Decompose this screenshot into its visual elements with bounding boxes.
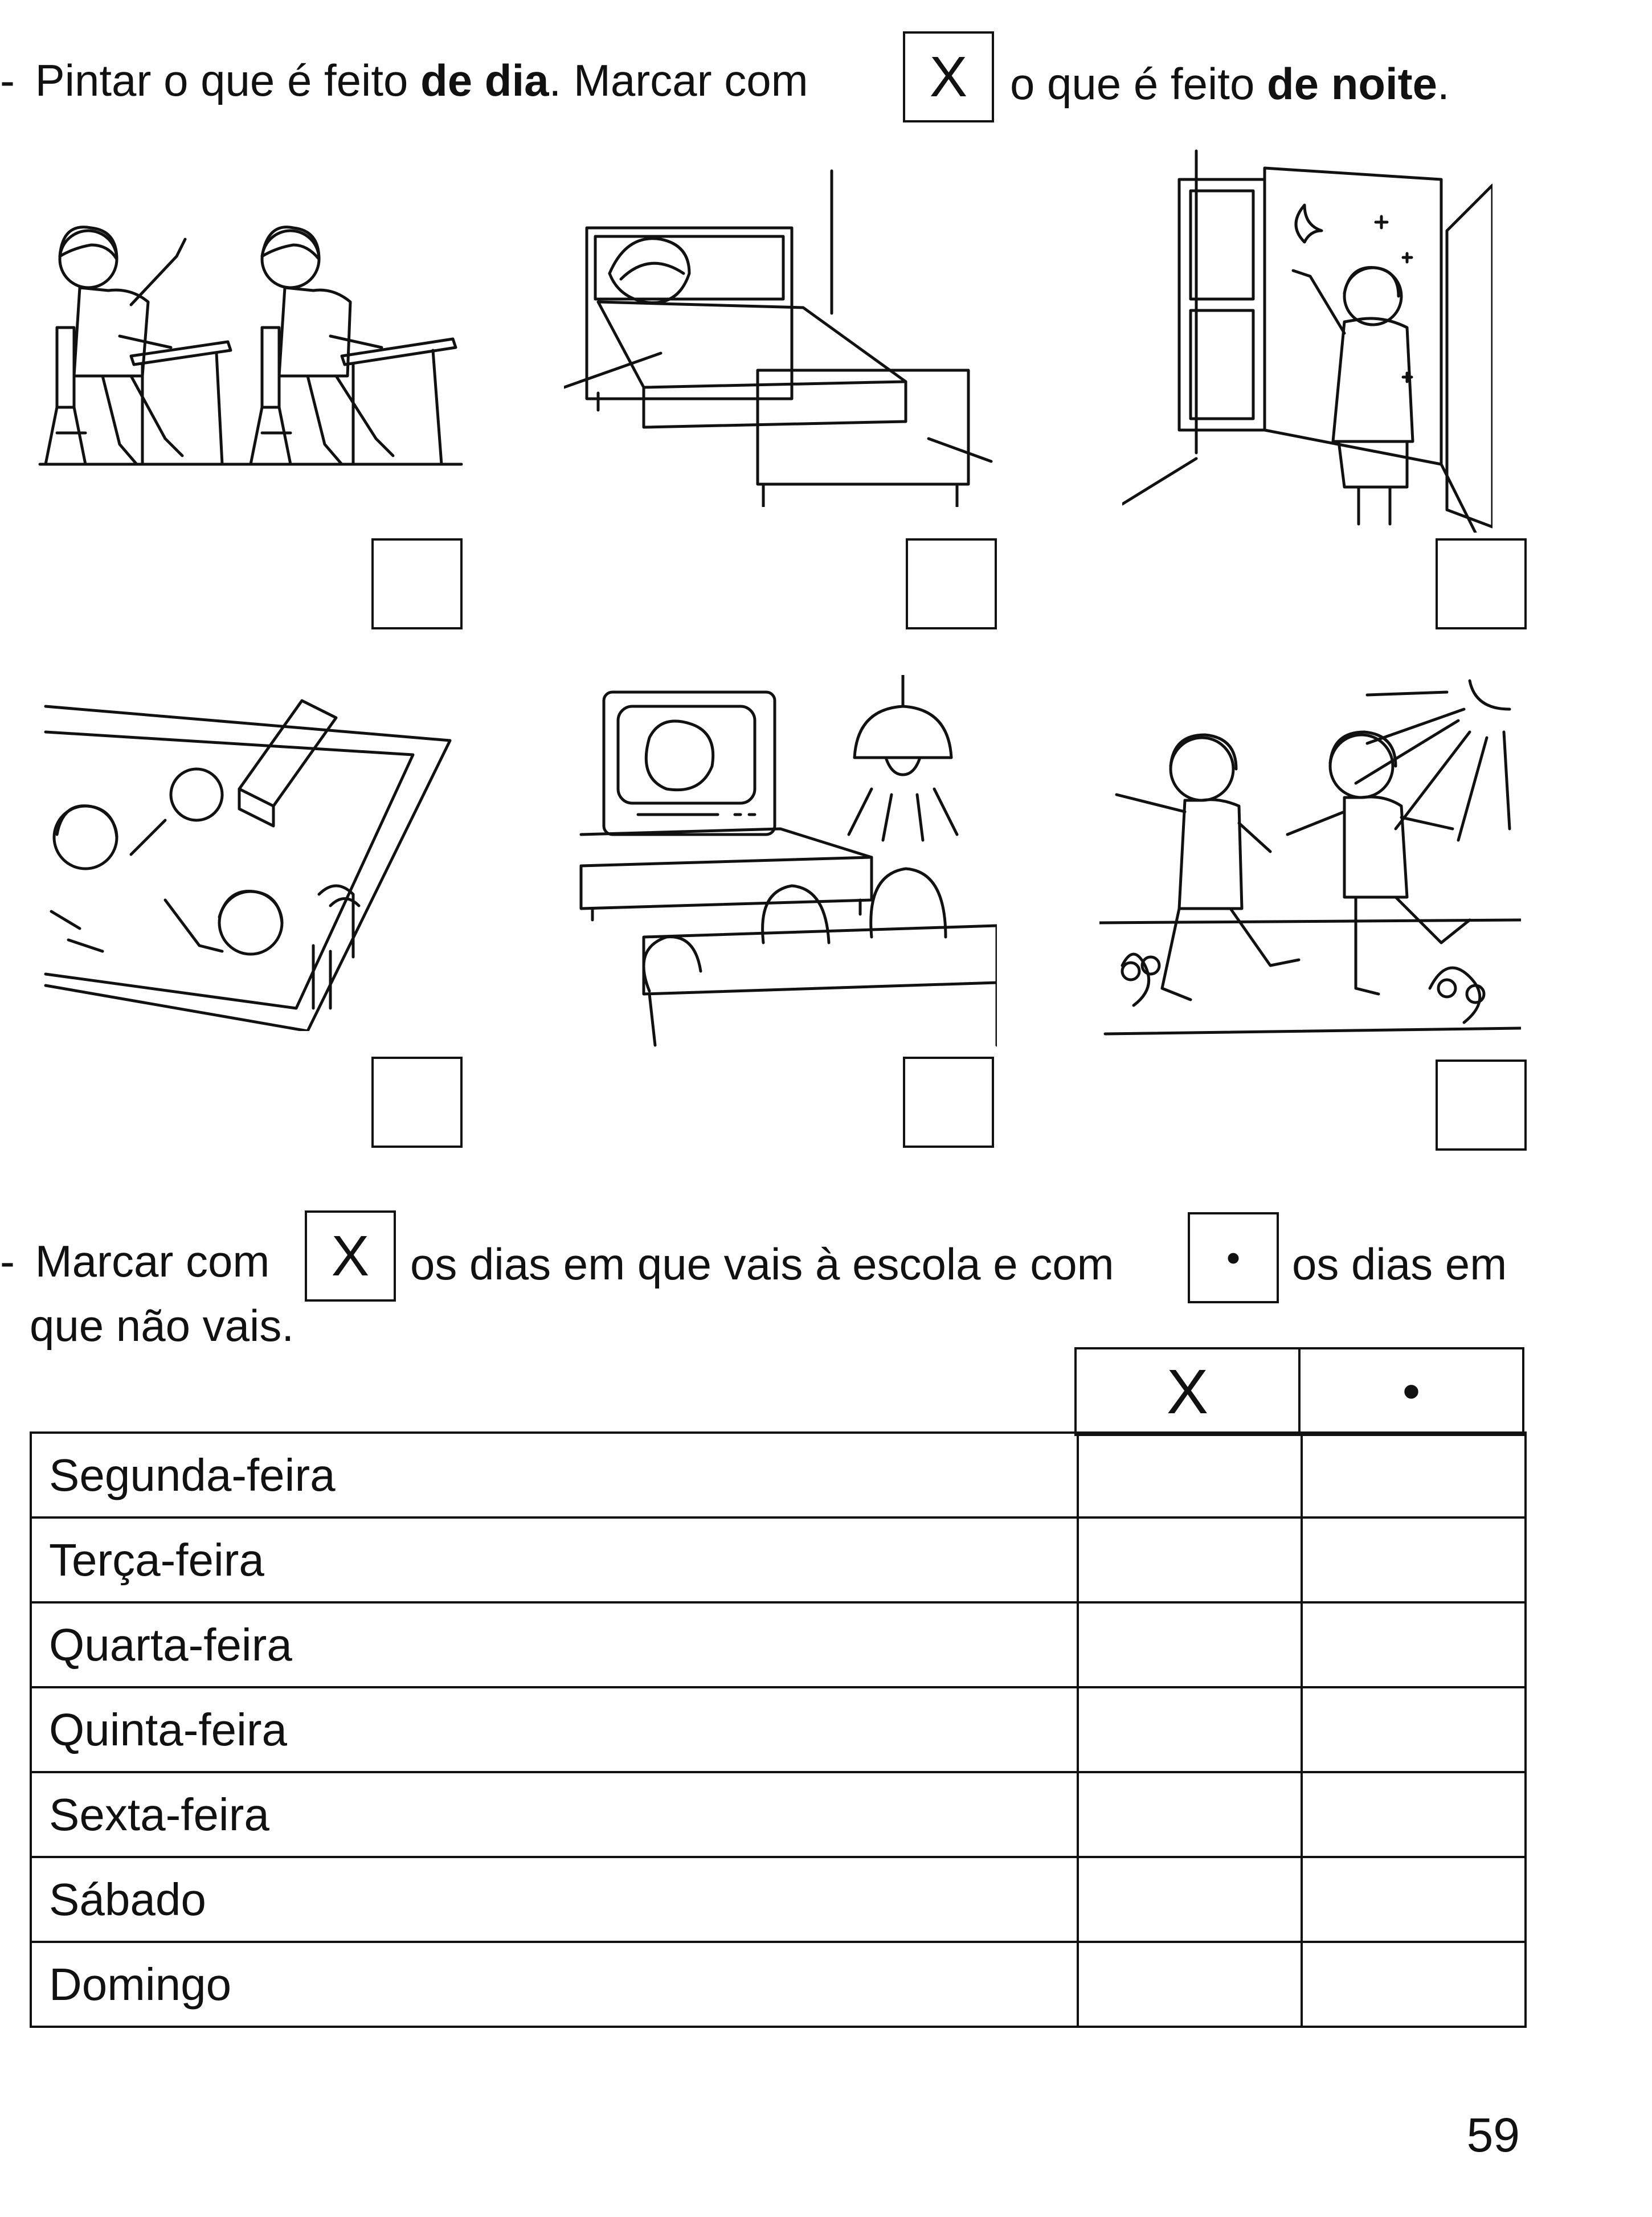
table-row	[31, 1857, 1526, 1942]
key-x-label-2: X	[331, 1224, 370, 1288]
instruction-1-dash: -	[0, 55, 15, 105]
table-row	[31, 1687, 1526, 1772]
instruction-2-tail	[1292, 1239, 1507, 1289]
instruction-2-text-b: os dias em que vais à escola e com	[410, 1239, 1114, 1289]
no-school-mark-cell[interactable]	[1302, 1602, 1526, 1687]
school-mark-cell[interactable]	[1078, 1942, 1302, 2027]
instruction-1-text-b: . Marcar com	[549, 55, 808, 105]
students-at-desks-icon	[34, 205, 467, 473]
table-row	[31, 1942, 1526, 2027]
page-number: 59	[1466, 2108, 1520, 2162]
table-row	[31, 1517, 1526, 1602]
days-table	[30, 1431, 1527, 2028]
day-label: Quinta-feira	[31, 1687, 1078, 1772]
instruction-1-tail	[1010, 59, 1450, 109]
table-row	[31, 1602, 1526, 1687]
key-dot-label: •	[1226, 1236, 1241, 1280]
instruction-2-key-dot	[1188, 1212, 1279, 1303]
child-in-bed-icon	[564, 165, 997, 507]
key-x-label: X	[929, 44, 968, 109]
no-school-mark-cell[interactable]	[1302, 1687, 1526, 1772]
instruction-2	[0, 1236, 270, 1286]
instruction-1-key-x	[903, 31, 994, 122]
instruction-1	[0, 55, 808, 105]
school-mark-cell[interactable]	[1078, 1602, 1302, 1687]
answer-box-4[interactable]	[371, 1057, 463, 1148]
instruction-2-line2	[30, 1300, 295, 1351]
no-school-mark-cell[interactable]	[1302, 1433, 1526, 1517]
table-header-dot	[1298, 1347, 1524, 1436]
day-label: Segunda-feira	[31, 1433, 1078, 1517]
table-header-dot-label: •	[1402, 1363, 1421, 1420]
instruction-1-period: .	[1437, 59, 1450, 109]
child-at-window-night-icon	[1122, 145, 1492, 533]
no-school-mark-cell[interactable]	[1302, 1942, 1526, 2027]
school-mark-cell[interactable]	[1078, 1687, 1302, 1772]
instruction-2-dash: -	[0, 1236, 15, 1286]
school-mark-cell[interactable]	[1078, 1433, 1302, 1517]
no-school-mark-cell[interactable]	[1302, 1517, 1526, 1602]
day-label: Sábado	[31, 1857, 1078, 1942]
table-row	[31, 1772, 1526, 1857]
family-watching-tv-icon	[575, 675, 997, 1051]
answer-box-1[interactable]	[371, 538, 463, 629]
instruction-2-text-c: os dias em	[1292, 1239, 1507, 1289]
answer-box-6[interactable]	[1436, 1060, 1527, 1151]
instruction-1-text-c: o que é feito	[1010, 59, 1267, 109]
day-label: Sexta-feira	[31, 1772, 1078, 1857]
day-label: Quarta-feira	[31, 1602, 1078, 1687]
table-row	[31, 1433, 1526, 1517]
school-mark-cell[interactable]	[1078, 1857, 1302, 1942]
table-header-x	[1074, 1347, 1301, 1436]
instruction-1-bold-night: de noite	[1267, 59, 1438, 109]
no-school-mark-cell[interactable]	[1302, 1772, 1526, 1857]
instruction-1-text-a: Pintar o que é feito	[35, 55, 421, 105]
no-school-mark-cell[interactable]	[1302, 1857, 1526, 1942]
swimming-pool-icon	[34, 689, 467, 1031]
instruction-2-key-x	[305, 1210, 396, 1302]
instruction-2-text-a: Marcar com	[35, 1236, 270, 1286]
day-label: Terça-feira	[31, 1517, 1078, 1602]
answer-box-2[interactable]	[906, 538, 997, 629]
instruction-1-bold-day: de dia	[420, 55, 549, 105]
day-label: Domingo	[31, 1942, 1078, 2027]
answer-box-3[interactable]	[1436, 538, 1527, 629]
answer-box-5[interactable]	[903, 1057, 994, 1148]
school-mark-cell[interactable]	[1078, 1772, 1302, 1857]
table-header-x-label: X	[1166, 1356, 1209, 1427]
school-mark-cell[interactable]	[1078, 1517, 1302, 1602]
instruction-2-text-d: que não vais.	[30, 1300, 295, 1351]
instruction-2-middle	[410, 1239, 1114, 1289]
children-playing-sun-icon	[1099, 669, 1521, 1045]
